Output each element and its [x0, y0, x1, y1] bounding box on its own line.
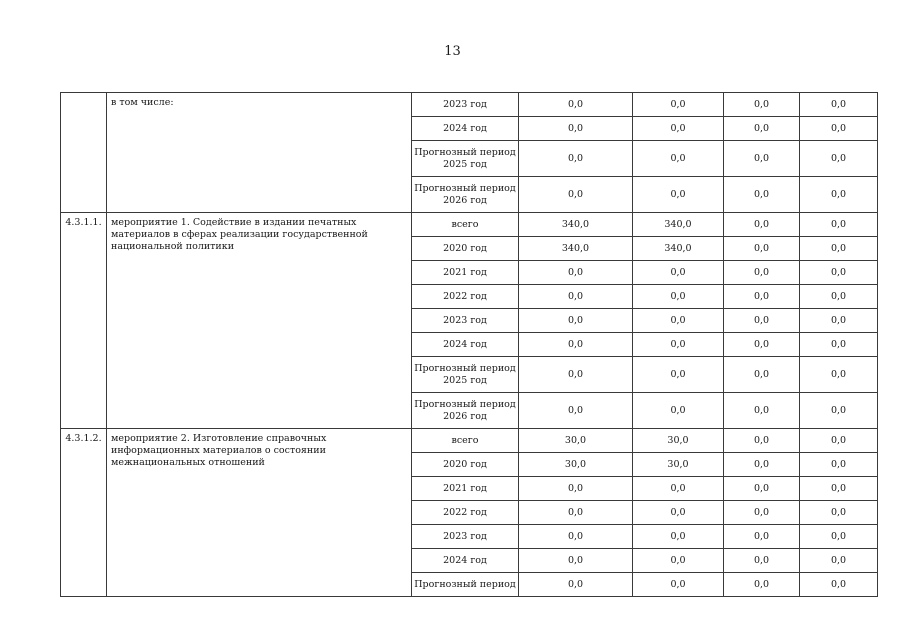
amount-cell: 0,0: [519, 525, 633, 549]
amount-cell: 0,0: [633, 357, 724, 393]
amount-cell: 0,0: [633, 549, 724, 573]
period-cell: 2021 год: [412, 261, 519, 285]
period-cell: 2024 год: [412, 117, 519, 141]
amount-cell: 0,0: [724, 93, 800, 117]
amount-cell: 0,0: [724, 213, 800, 237]
amount-cell: 0,0: [800, 477, 878, 501]
amount-cell: 0,0: [724, 237, 800, 261]
amount-cell: 0,0: [724, 393, 800, 429]
amount-cell: 0,0: [724, 177, 800, 213]
amount-cell: 0,0: [519, 261, 633, 285]
amount-cell: 0,0: [800, 309, 878, 333]
item-name-cell: в том числе:: [107, 93, 412, 213]
period-cell: 2024 год: [412, 549, 519, 573]
period-cell: 2023 год: [412, 525, 519, 549]
amount-cell: 0,0: [724, 333, 800, 357]
period-cell: всего: [412, 213, 519, 237]
amount-cell: 30,0: [633, 429, 724, 453]
item-code-cell: 4.3.1.2.: [61, 429, 107, 597]
period-cell: Прогнозный период 2025 год: [412, 357, 519, 393]
amount-cell: 0,0: [633, 477, 724, 501]
period-cell: 2020 год: [412, 237, 519, 261]
amount-cell: 0,0: [519, 177, 633, 213]
amount-cell: 0,0: [519, 93, 633, 117]
period-cell: Прогнозный период 2026 год: [412, 393, 519, 429]
item-code-cell: 4.3.1.1.: [61, 213, 107, 429]
period-cell: 2021 год: [412, 477, 519, 501]
amount-cell: 0,0: [800, 237, 878, 261]
amount-cell: 30,0: [519, 453, 633, 477]
amount-cell: 0,0: [724, 357, 800, 393]
page-number: 13: [444, 44, 461, 59]
period-cell: всего: [412, 429, 519, 453]
amount-cell: 30,0: [519, 429, 633, 453]
table-row: [61, 213, 878, 237]
amount-cell: 0,0: [724, 477, 800, 501]
amount-cell: 0,0: [724, 261, 800, 285]
period-cell: 2023 год: [412, 93, 519, 117]
amount-cell: 0,0: [724, 285, 800, 309]
amount-cell: 0,0: [519, 393, 633, 429]
amount-cell: 0,0: [519, 549, 633, 573]
amount-cell: 340,0: [633, 213, 724, 237]
amount-cell: 0,0: [633, 93, 724, 117]
amount-cell: 0,0: [800, 213, 878, 237]
item-code-cell: [61, 93, 107, 213]
amount-cell: 0,0: [519, 477, 633, 501]
period-cell: 2022 год: [412, 501, 519, 525]
amount-cell: 340,0: [633, 237, 724, 261]
amount-cell: 0,0: [800, 333, 878, 357]
amount-cell: 340,0: [519, 213, 633, 237]
period-cell: Прогнозный период: [412, 573, 519, 597]
period-cell: 2024 год: [412, 333, 519, 357]
amount-cell: 0,0: [724, 549, 800, 573]
amount-cell: 0,0: [724, 309, 800, 333]
amount-cell: 0,0: [633, 393, 724, 429]
period-cell: 2023 год: [412, 309, 519, 333]
amount-cell: 0,0: [633, 525, 724, 549]
amount-cell: 0,0: [519, 141, 633, 177]
amount-cell: 0,0: [800, 117, 878, 141]
amount-cell: 0,0: [633, 117, 724, 141]
amount-cell: 0,0: [724, 141, 800, 177]
amount-cell: 0,0: [633, 285, 724, 309]
amount-cell: 0,0: [800, 141, 878, 177]
amount-cell: 0,0: [633, 501, 724, 525]
amount-cell: 0,0: [800, 261, 878, 285]
table-row: [61, 429, 878, 453]
amount-cell: 0,0: [519, 333, 633, 357]
amount-cell: 0,0: [519, 285, 633, 309]
amount-cell: 0,0: [800, 429, 878, 453]
amount-cell: 0,0: [800, 525, 878, 549]
amount-cell: 0,0: [800, 285, 878, 309]
amount-cell: 0,0: [519, 117, 633, 141]
amount-cell: 0,0: [633, 309, 724, 333]
amount-cell: 340,0: [519, 237, 633, 261]
amount-cell: 0,0: [800, 357, 878, 393]
amount-cell: 0,0: [724, 573, 800, 597]
amount-cell: 0,0: [724, 501, 800, 525]
item-name-cell: мероприятие 2. Изготовление справочных информационных материалов о состоянии межнациональных отношений: [107, 429, 412, 597]
amount-cell: 0,0: [800, 549, 878, 573]
amount-cell: 0,0: [800, 393, 878, 429]
item-name-cell: мероприятие 1. Содействие в издании печатных материалов в сферах реализации государственной национальной политики: [107, 213, 412, 429]
amount-cell: 0,0: [800, 501, 878, 525]
amount-cell: 0,0: [633, 141, 724, 177]
amount-cell: 0,0: [800, 93, 878, 117]
period-cell: 2022 год: [412, 285, 519, 309]
budget-table: [60, 92, 878, 597]
period-cell: Прогнозный период 2025 год: [412, 141, 519, 177]
amount-cell: 30,0: [633, 453, 724, 477]
amount-cell: 0,0: [800, 177, 878, 213]
amount-cell: 0,0: [800, 573, 878, 597]
amount-cell: 0,0: [633, 333, 724, 357]
amount-cell: 0,0: [633, 573, 724, 597]
period-cell: 2020 год: [412, 453, 519, 477]
amount-cell: 0,0: [724, 117, 800, 141]
amount-cell: 0,0: [724, 453, 800, 477]
amount-cell: 0,0: [724, 429, 800, 453]
amount-cell: 0,0: [724, 525, 800, 549]
amount-cell: 0,0: [519, 501, 633, 525]
amount-cell: 0,0: [633, 177, 724, 213]
amount-cell: 0,0: [800, 453, 878, 477]
amount-cell: 0,0: [519, 573, 633, 597]
table-row: [61, 93, 878, 117]
amount-cell: 0,0: [519, 309, 633, 333]
amount-cell: 0,0: [633, 261, 724, 285]
period-cell: Прогнозный период 2026 год: [412, 177, 519, 213]
amount-cell: 0,0: [519, 357, 633, 393]
